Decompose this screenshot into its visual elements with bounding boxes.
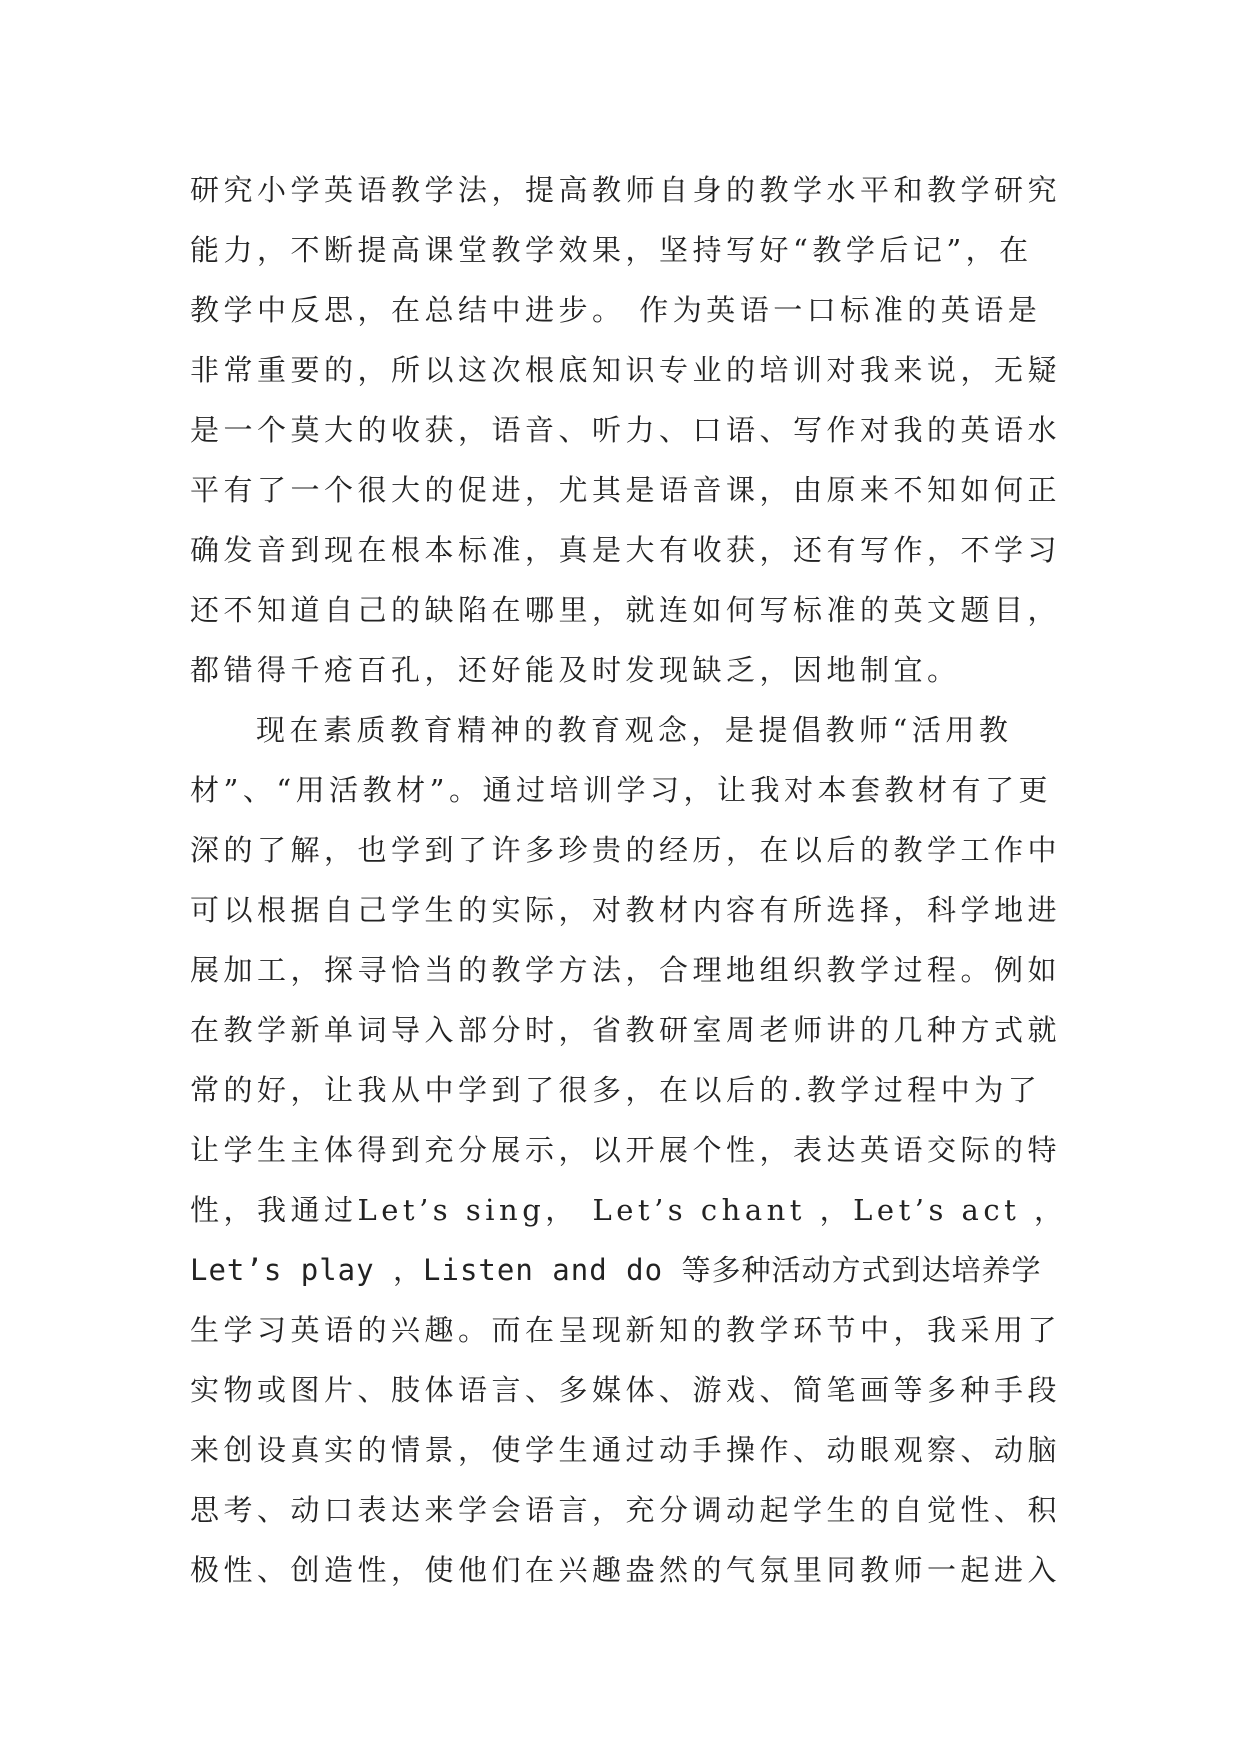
text-line: 展加工，探寻恰当的教学方法，合理地组织教学过程。例如 xyxy=(190,953,1062,987)
text-line: 极性、创造性，使他们在兴趣盎然的气氛里同教师一起进入 xyxy=(190,1553,1062,1587)
text-line: 来创设真实的情景，使学生通过动手操作、动眼观察、动脑 xyxy=(190,1433,1062,1467)
text-line: 常的好，让我从中学到了很多，在以后的.教学过程中为了 xyxy=(190,1073,1042,1107)
text-line: 在教学新单词导入部分时，省教研室周老师讲的几种方式就 xyxy=(190,1013,1062,1047)
text-line: 平有了一个很大的促进，尤其是语音课，由原来不知如何正 xyxy=(190,473,1062,507)
text-line: 非常重要的，所以这次根底知识专业的培训对我来说，无疑 xyxy=(190,353,1062,387)
text-line: Let’s play ，Listen and do 等多种活动方式到达培养学 xyxy=(190,1253,1042,1287)
paragraph-start-line: 现在素质教育精神的教育观念，是提倡教师“活用教 xyxy=(256,713,1013,747)
text-line: 可以根据自己学生的实际，对教材内容有所选择，科学地进 xyxy=(190,893,1062,927)
text-line: 深的了解，也学到了许多珍贵的经历，在以后的教学工作中 xyxy=(190,833,1062,867)
text-line: 能力，不断提高课堂教学效果，坚持写好“教学后记”，在 xyxy=(190,233,1033,267)
text-line: 材”、“用活教材”。通过培训学习，让我对本套教材有了更 xyxy=(190,773,1052,807)
text-line: 生学习英语的兴趣。而在呈现新知的教学环节中，我采用了 xyxy=(190,1313,1062,1347)
body-text xyxy=(190,160,1070,1600)
text-line: 是一个莫大的收获，语音、听力、口语、写作对我的英语水 xyxy=(190,413,1062,447)
text-line: 研究小学英语教学法，提高教师自身的教学水平和教学研究 xyxy=(190,173,1062,207)
text-line: 实物或图片、肢体语言、多媒体、游戏、简笔画等多种手段 xyxy=(190,1373,1062,1407)
text-line: 让学生主体得到充分展示，以开展个性，表达英语交际的特 xyxy=(190,1133,1062,1167)
text-line: 还不知道自己的缺陷在哪里，就连如何写标准的英文题目， xyxy=(190,593,1062,627)
text-line: 思考、动口表达来学会语言，充分调动起学生的自觉性、积 xyxy=(190,1493,1062,1527)
text-line: 确发音到现在根本标准，真是大有收获，还有写作，不学习 xyxy=(190,533,1062,567)
text-line: 性，我通过Let’s sing， Let’s chant ，Let’s act ， xyxy=(190,1193,1068,1227)
text-line: 都错得千疮百孔，还好能及时发现缺乏，因地制宜。 xyxy=(190,653,961,687)
text-line: 教学中反思，在总结中进步。 作为英语一口标准的英语是 xyxy=(190,293,1042,327)
